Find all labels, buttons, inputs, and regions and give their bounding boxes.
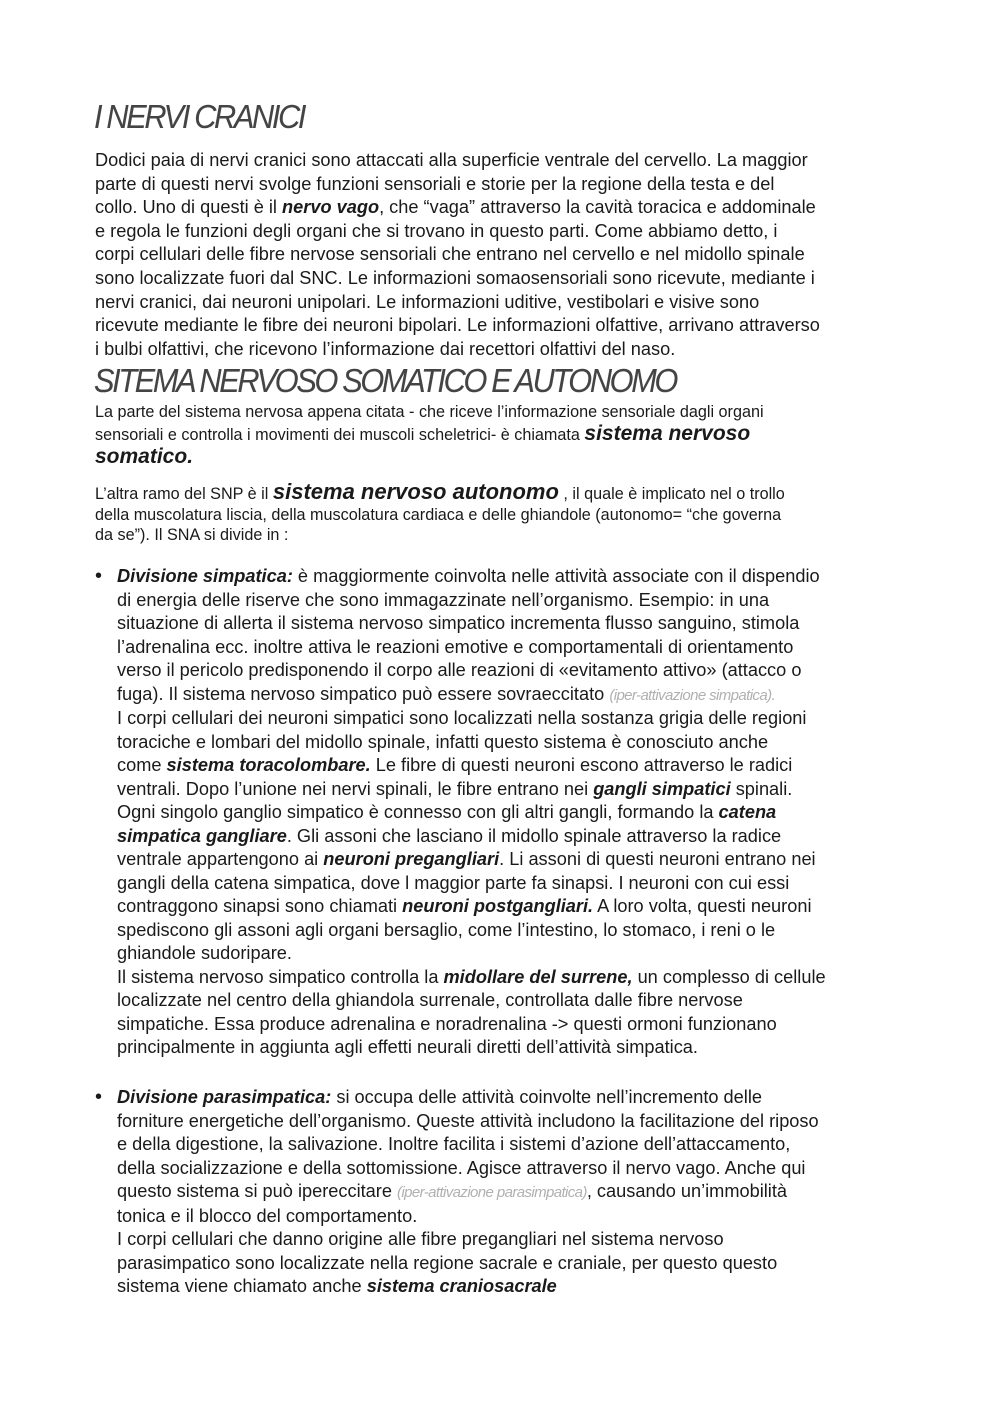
text-span: ventrali. Dopo l’unione nei nervi spinali, le fibre entrano nei: [117, 778, 594, 799]
text-line: della muscolatura liscia, della muscolatura cardiaca e delle ghiandole (autonomo= “che governa: [95, 505, 782, 524]
text-line: da se”). Il SNA si divide in :: [95, 526, 289, 544]
text-span: . Li assoni di questi neuroni entrano nei: [499, 849, 816, 869]
text-line: situazione di allerta il sistema nervoso simpatico incrementa flusso sanguino, stimola: [117, 613, 800, 633]
text-line: [117, 966, 935, 990]
text-line: toraciche e lombari del midollo spinale, infatti questo sistema è conosciuto anche: [117, 731, 769, 752]
text-line: principalmente in aggiunta agli effetti neurali diretti dell’attività simpatica.: [117, 1037, 698, 1057]
text-line: [117, 778, 935, 802]
list-item: [95, 1086, 935, 1299]
note-iper-attivazione-simpatica: (iper-attivazione simpatica).: [609, 686, 776, 704]
text-line: l’adrenalina ecc. inoltre attiva le reazioni emotive e comportamentali di orientamento: [117, 636, 794, 657]
emphasis-sistema-nervoso-autonomo: sistema nervoso autonomo: [272, 479, 559, 504]
emphasis-sistema-toracolombare: sistema toracolombare.: [166, 755, 371, 775]
emphasis-somatico: somatico.: [95, 445, 194, 468]
paragraph-nervi-cranici: [95, 149, 915, 361]
emphasis-midollare-del-surrene: midollare del surrene,: [443, 966, 633, 987]
text-line: Dodici paia di nervi cranici sono attaccati alla superficie ventrale del cervello. La maggior: [95, 150, 808, 170]
text-line: ricevute mediante le fibre dei neuroni bipolari. Le informazioni olfattive, arrivano attraverso: [95, 315, 820, 336]
text-line: [117, 1086, 935, 1110]
emphasis-catena: catena: [718, 802, 777, 822]
text-span: è maggiormente coinvolta nelle attività associate con il dispendio: [292, 566, 820, 586]
text-line: La parte del sistema nervosa appena citata - che riceve l’informazione sensoriale dagli organi: [95, 403, 764, 421]
text-line: gangli della catena simpatica, dove l maggior parte fa sinapsi. I neuroni con cui essi: [117, 872, 790, 893]
text-line: [95, 479, 915, 505]
note-iper-attivazione-parasimpatica: (iper-attivazione parasimpatica): [397, 1184, 587, 1201]
bullet-icon: •: [95, 565, 103, 587]
text-span: sensoriali e controlla i movimenti dei muscoli scheletrici- è chiamata: [95, 426, 585, 444]
text-span: come: [117, 755, 167, 775]
text-line: e regola le funzioni degli organi che si trovano in questo parti. Come abbiamo detto, i: [95, 220, 778, 241]
paragraph-somatico: [95, 401, 915, 468]
paragraph-autonomo: [95, 479, 915, 546]
text-line: [117, 1275, 935, 1299]
text-line: [117, 754, 935, 778]
emphasis-sistema-nervoso: sistema nervoso: [584, 422, 751, 445]
text-line: [95, 196, 915, 220]
text-line: I corpi cellulari dei neuroni simpatici sono localizzati nella sostanza grigia delle regioni: [117, 708, 807, 728]
emphasis-gangli-simpatici: gangli simpatici: [593, 778, 731, 799]
text-line: [117, 801, 935, 825]
text-line: di energia delle riserve che sono immagazzinate nell’organismo. Esempio: in una: [117, 589, 770, 610]
text-span: , che “vaga” attraverso la cavità toracica e addominale: [379, 197, 816, 218]
text-span: L’altra ramo del SNP è il: [95, 485, 273, 503]
text-line: I corpi cellulari che danno origine alle fibre pregangliari nel sistema nervoso: [117, 1229, 724, 1249]
text-line: [95, 423, 915, 446]
text-span: fuga). Il sistema nervoso simpatico può essere sovraeccitato: [117, 683, 610, 704]
text-span: collo. Uno di questi è il: [95, 197, 283, 218]
emphasis-neuroni-postgangliari: neuroni postgangliari.: [402, 896, 594, 916]
text-line: [117, 895, 935, 919]
emphasis-divisione-simpatica: Divisione simpatica:: [117, 566, 293, 586]
emphasis-simpatica-gangliare: simpatica gangliare: [117, 825, 287, 846]
text-line: verso il pericolo predisponendo il corpo alle reazioni di «evitamento attivo» (attacco o: [117, 660, 802, 680]
text-span: sistema viene chiamato anche: [117, 1276, 367, 1296]
text-line: spediscono gli assoni agli organi bersaglio, come l’intestino, lo stomaco, i reni o le: [117, 919, 776, 940]
text-line: i bulbi olfattivi, che ricevono l’informazione dai recettori olfattivi del naso.: [95, 338, 676, 359]
text-line: [117, 683, 935, 708]
text-span: ventrale appartengono ai: [117, 849, 324, 869]
bullet-icon: •: [95, 1086, 103, 1108]
emphasis-nervo-vago: nervo vago: [282, 197, 380, 218]
text-span: , il quale è implicato nel o trollo: [558, 485, 785, 503]
text-line: forniture energetiche dell’organismo. Queste attività includono la facilitazione del riposo: [117, 1110, 819, 1131]
text-span: Il sistema nervoso simpatico controlla la: [117, 966, 444, 987]
emphasis-divisione-parasimpatica: Divisione parasimpatica:: [117, 1087, 332, 1107]
text-line: [117, 848, 935, 872]
text-span: , causando un’immobilità: [586, 1181, 787, 1201]
text-span: si occupa delle attività coinvolte nell’incremento delle: [331, 1087, 762, 1107]
emphasis-sistema-craniosacrale: sistema craniosacrale: [366, 1276, 557, 1296]
text-span: contraggono sinapsi sono chiamati: [117, 896, 403, 916]
text-line: [117, 565, 935, 589]
text-span: Ogni singolo ganglio simpatico è connesso con gli altri gangli, formando la: [117, 802, 719, 822]
text-line: [117, 1180, 935, 1205]
text-line: sono localizzate fuori dal SNC. Le informazioni somaosensoriali sono ricevute, mediante i: [95, 267, 815, 288]
text-line: tonica e il blocco del comportamento.: [117, 1205, 418, 1226]
text-line: localizzate nel centro della ghiandola surrenale, controllata dalle fibre nervose: [117, 990, 743, 1010]
text-span: spinali.: [730, 778, 793, 799]
text-line: e della digestione, la salivazione. Inoltre facilita i sistemi d’azione dell’attaccamento,: [117, 1134, 791, 1154]
text-span: . Gli assoni che lasciano il midollo spinale attraverso la radice: [286, 825, 782, 846]
emphasis-neuroni-pregangliari: neuroni pregangliari: [323, 849, 500, 869]
heading-nervi-cranici: I NERVI CRANICI: [94, 98, 305, 135]
heading-sistema-somatico-autonomo: SITEMA NERVOSO SOMATICO E AUTONOMO: [94, 362, 677, 399]
list-divisione-simpatica: [95, 565, 935, 1060]
text-span: A loro volta, questi neuroni: [593, 896, 812, 916]
text-span: un complesso di cellule: [632, 966, 826, 987]
text-line: simpatiche. Essa produce adrenalina e noradrenalina -> questi ormoni funzionano: [117, 1013, 777, 1034]
text-span: questo sistema si può ipereccitare: [117, 1181, 398, 1201]
text-line: nervi cranici, dai neuroni unipolari. Le informazioni uditive, vestibolari e visive sono: [95, 291, 760, 312]
text-line: ghiandole sudoripare.: [117, 943, 292, 963]
text-span: Le fibre di questi neuroni escono attraverso le radici: [370, 755, 793, 775]
text-line: corpi cellulari delle fibre nervose sensoriali che entrano nel cervello e nel midollo spinale: [95, 244, 805, 265]
text-line: parasimpatico sono localizzate nella regione sacrale e craniale, per questo questo: [117, 1252, 778, 1273]
text-line: parte di questi nervi svolge funzioni sensoriali e storie per la regione della testa e del: [95, 173, 775, 194]
text-line: [117, 825, 935, 849]
text-line: della socializzazione e della sottomissione. Agisce attraverso il nervo vago. Anche qui: [117, 1157, 806, 1178]
list-item: [95, 565, 935, 1060]
list-divisione-parasimpatica: [95, 1086, 935, 1299]
